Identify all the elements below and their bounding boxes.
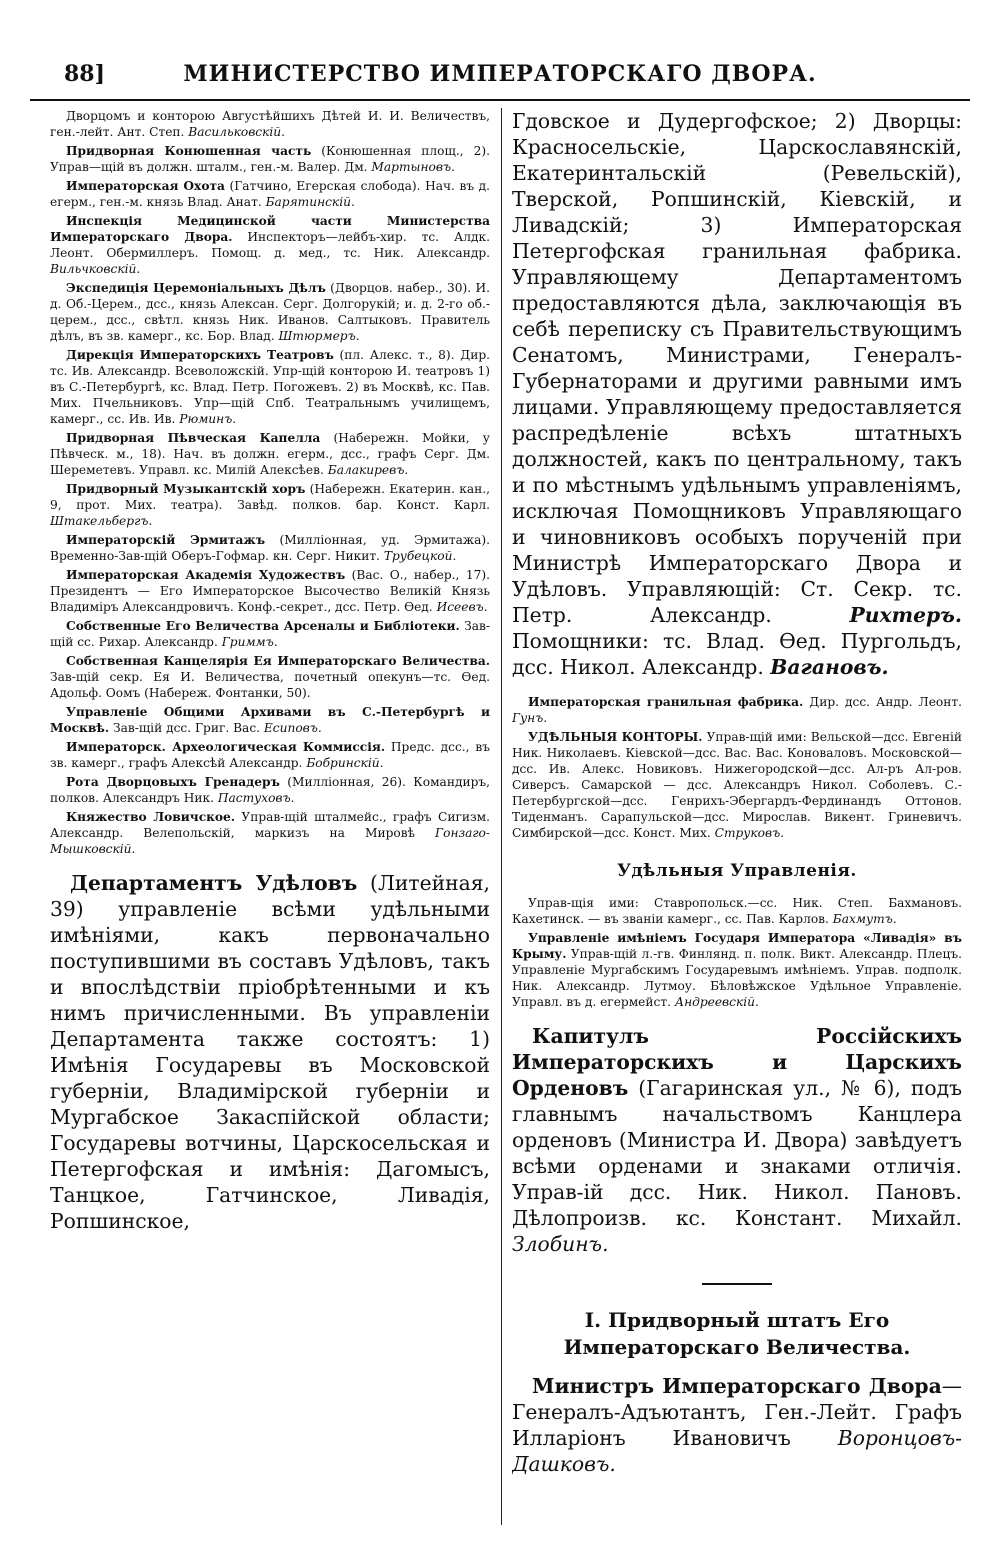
entry-heading: Управленіе имѣніемъ Государя Императора «Ливадія» въ Крыму.: [512, 931, 962, 961]
entry: [50, 430, 490, 478]
entry: [50, 739, 490, 771]
entry-text: Управ-щій шталмейс., графъ Сигизм. Александр. Велепольскій, маркизъ на Мировѣ: [50, 810, 490, 840]
entry-name: Трубецкой.: [383, 549, 457, 563]
entry: [50, 809, 490, 857]
entry-heading: Придворная Конюшенная часть: [66, 144, 312, 158]
department-continued: [512, 108, 962, 680]
entry-text: Инспекторъ—лейбъ-хир. тс. Алдк. Леонт. Обермиллеръ. Помощ. д. мед., тс. Ник. Александр.: [50, 230, 490, 260]
entry-heading: Придворная Пѣвческая Капелла: [66, 431, 321, 445]
entry-name: Гунъ.: [512, 711, 548, 725]
entry-text: Управ-щія ими: Ставропольск.—сс. Ник. Степ. Бахмановъ. Кахетинск. — въ званіи камерг., сс. Пав. Карлов.: [512, 896, 962, 926]
entry-text: Управ-щій ими: Вельской—дсс. Евгеній Ник. Николаевъ. Кіевской—дсс. Вас. Вас. Коноваловъ. Московской—дсс. Ив. Алекс. Новиковъ. Нижегородской—дсс. Ал-ръ Ал-ров. Сиверсъ. Самарской — дсс. Александръ Никол. Соболевъ. С.-Петербургской—дсс. Генрихъ-Эбергардъ-Фердинандъ Оттонов. Тиденманъ. Сарапульской—дсс. Мирослав. Викент. Гриневичъ. Симбирской—дсс. Конст. Мих.: [512, 730, 962, 840]
entry: [50, 618, 490, 650]
entry-name: Струковъ.: [714, 826, 785, 840]
entry-name: Штюрмеръ.: [278, 329, 360, 343]
right-entries: [512, 694, 962, 841]
entry-name: Есиповъ.: [263, 721, 322, 735]
entry-name: Бахмутъ.: [832, 912, 897, 926]
department-manager-name: Рихтеръ.: [849, 603, 962, 627]
right-column: [512, 108, 962, 1525]
entry-text: (Набережн. Екатерин. кан., 9, прот. Мих. театра). Завѣд. полков. бар. Конст. Карл.: [50, 482, 490, 512]
page-number: 88]: [64, 61, 106, 87]
entry-name: Вильчковскій.: [50, 262, 141, 276]
entry-heading: Придворный Музыкантскій хоръ: [66, 482, 306, 496]
department-assistant-name: Вагановъ.: [770, 655, 889, 679]
entry-name: Васильковскій.: [188, 125, 286, 139]
entry-heading: Императорск. Археологическая Коммиссія.: [66, 740, 386, 754]
entry-name: Исеевъ.: [436, 600, 488, 614]
entry: [50, 213, 490, 277]
entry-name: Пастуховъ.: [217, 791, 295, 805]
entry-name: Гриммъ.: [221, 635, 278, 649]
entry: [50, 280, 490, 344]
minister-heading: Министръ Императорскаго Двора: [532, 1374, 942, 1398]
entry-text: Зав-щій сс. Рихар. Александр.: [50, 619, 490, 649]
entry-text: (пл. Алекс. т., 8). Дир. тс. Ив. Александр. Всеволожскій. Упр-щій конторою И. театровъ 1) въ С.-Петербургѣ, кс. Влад. Петр. Погожевъ. 2) въ Москвѣ, кс. Пав. Мих. Пчельниковъ. Упр—щій Спб. Театральнымъ училищемъ, камерг., сс. Ив. Ив.: [50, 348, 490, 426]
entry-name: Мартыновъ.: [371, 160, 455, 174]
entry: [512, 895, 962, 927]
minister-name: Воронцовъ-Дашковъ.: [512, 1426, 962, 1476]
entry-text: Управ-щій л.-гв. Финлянд. п. полк. Викт. Александр. Плецъ. Управленіе Мургабскимъ Государевымъ имѣніемъ. Управ. подполк. Ник. Александр. Лутмоу. Бѣловѣжское Удѣльное Управленіе. Управл. въ д. егермейст.: [512, 947, 962, 1009]
page-title: МИНИСТЕРСТВО ИМПЕРАТОРСКАГО ДВОРА.: [183, 61, 817, 87]
entry: [512, 729, 962, 841]
entry-name: Балакиревъ.: [327, 463, 409, 477]
department-heading: Департаментъ Удѣловъ: [70, 871, 358, 895]
entry-heading: Императорская Академія Художествъ: [66, 568, 346, 582]
department-cont-text: Гдовское и Дудергофское; 2) Дворцы: Красносельскіе, Царскославянскій, Екатеринтальскій (Ревельскій), Тверской, Ропшинскій, Кіевскій, и Ливадскій; 3) Императорская Петергофская гранильная фабрика. Управляющему Департаментомъ предоставляются дѣла, заключающія въ себѣ переписку съ Правительствующимъ Сенатомъ, Министрами, Генералъ-Губернаторами и другими равными имъ лицами. Управляющему предоставляется распредѣленіе всѣхъ штатныхъ должностей, какъ по центральному, такъ и по мѣстнымъ удѣльнымъ управленіямъ, исключая Помощниковъ Управляющаго и чиновниковъ особыхъ порученій при Министрѣ Императорскаго Двора и Удѣловъ. Управляющій: Ст. Секр. тс. Петр. Александр.: [512, 109, 962, 627]
entry-text: Зав-щій дсс. Григ. Вас.: [109, 721, 264, 735]
department-paragraph: [50, 870, 490, 1234]
department-text: (Литейная, 39) управленіе всѣми удѣльными имѣніями, какъ первоначально поступившими въ составъ Удѣловъ, такъ и впослѣдствіи пріобрѣтенными и къ нимъ причисленными. Въ управленіи Департамента также состоятъ: 1) Имѣнія Государевы въ Московской губерніи, Владимірской губерніи и Мургабское Закаспійской области; Государевы вотчины, Царскосельская и Петергофская и имѣнія: Дагомысъ, Танцкое, Гатчинское, Ливадія, Ропшинское,: [50, 871, 490, 1233]
entry-text: (Милліонная, уд. Эрмитажа). Временно-Зав-щій Оберъ-Гофмар. кн. Серг. Никит.: [50, 533, 490, 563]
entry: [50, 347, 490, 427]
entry-heading: Экспедиція Церемоніальныхъ Дѣлъ: [66, 281, 326, 295]
entry-heading: Рота Дворцовыхъ Гренадеръ: [66, 775, 280, 789]
minister-text: —Генералъ-Адъютантъ, Ген.-Лейт. Графъ Илларіонъ Ивановичъ: [512, 1374, 962, 1450]
entry-text: Дир. дсс. Андр. Леонт.: [803, 695, 962, 709]
entry-heading: Собственная Канцелярія Ея Императорскаго Величества.: [66, 654, 490, 668]
kapitul-heading: Капитулъ Россійскихъ Императорскихъ и Царскихъ Орденовъ: [512, 1024, 962, 1100]
entry-heading: Инспекція Медицинской части Министерства Императорскаго Двора.: [50, 214, 490, 244]
section-rule: [702, 1283, 772, 1285]
column-divider: [501, 108, 502, 1525]
entry-name: Андреевскій.: [674, 995, 759, 1009]
kapitul-paragraph: [512, 1023, 962, 1257]
entry-text: (Набережн. Мойки, у Пѣвческ. м., 18). Нач. въ должн. егерм., дсс., графъ Серг. Дм. Шереметевъ. Управл. кс. Милій Алексѣев.: [50, 431, 490, 477]
entry: [512, 930, 962, 1010]
entry: [50, 567, 490, 615]
entry-text: (Гатчино, Егерская слобода). Нач. въ д. егерм., ген.-м. князь Влад. Анат.: [50, 179, 490, 209]
entry: [50, 653, 490, 701]
entry: [50, 774, 490, 806]
header-rule: [30, 99, 970, 101]
entry: [50, 178, 490, 210]
entry: [512, 694, 962, 726]
entry-heading: Императорская Охота: [66, 179, 225, 193]
entry-name: Бобринскій.: [306, 756, 384, 770]
entry-name: Барятинскій.: [265, 195, 355, 209]
entry-text: Предс. дсс., въ зв. камерг., графъ Алексѣй Александр.: [50, 740, 490, 770]
entry-text: (Вас. О., набер., 17). Президентъ — Его Императорское Высочество Великій Князь Владиміръ Александровичъ. Конф.-секрет., дсс. Петр. Ѳед.: [50, 568, 490, 614]
entry-heading: Собственные Его Величества Арсеналы и Библіотеки.: [66, 619, 460, 633]
entry-text: (Милліонная, 26). Командиръ, полков. Александръ Ник.: [50, 775, 490, 805]
right-entries-2: [512, 895, 962, 1010]
kapitul-text: (Гагаринская ул., № 6), подъ главнымъ начальствомъ Канцлера орденовъ (Министра И. Двора) завѣдуетъ всѣми орденами и знаками отличія. Управ-ій дсс. Ник. Никол. Пановъ. Дѣлопроизв. кс. Констант. Михайл.: [512, 1076, 962, 1230]
entry-name: Штакельбергъ.: [50, 514, 153, 528]
entry-text: Дворцомъ и конторою Августѣйшихъ Дѣтей И. И. Величествъ, ген.-лейт. Ант. Степ.: [50, 109, 490, 139]
subheading: Удѣльныя Управленія.: [617, 861, 857, 881]
entry: [50, 481, 490, 529]
entry-heading: УДѢЛЬНЫЯ КОНТОРЫ.: [528, 730, 703, 744]
entry-heading: Императорская гранильная фабрика.: [528, 695, 804, 709]
entry: [50, 143, 490, 175]
entry-name: Рюминъ.: [179, 412, 237, 426]
page-header: [30, 55, 970, 95]
entry: [50, 704, 490, 736]
entry-heading: Управленіе Общими Архивами въ С.-Петербургѣ и Москвѣ.: [50, 705, 490, 735]
entry-text: (Конюшенная площ., 2). Управ—щій въ должн. шталм., ген.-м. Валер. Дм.: [50, 144, 490, 174]
section-heading: I. Придворный штатъ Его Императорскаго Величества.: [563, 1308, 911, 1359]
entry-heading: Княжество Ловичское.: [66, 810, 236, 824]
entry: [50, 532, 490, 564]
minister-paragraph: [512, 1373, 962, 1477]
entry-heading: Дирекція Императорскихъ Театровъ: [66, 348, 334, 362]
entry: [50, 108, 490, 140]
left-column: [50, 108, 490, 1525]
entry-text: (Дворцов. набер., 30). И. д. Об.-Церем., дсс., князь Алексан. Серг. Долгорукій; и. д. 2-го об.-церем., дсс., свѣтл. князь Ник. Иванов. Салтыковъ. Правитель дѣлъ, въ зв. камерг., кс. Бор. Влад.: [50, 281, 490, 343]
entry-heading: Императорскій Эрмитажъ: [66, 533, 266, 547]
kapitul-name: Злобинъ.: [512, 1232, 609, 1256]
department-cont-text-2: Помощники: тс. Влад. Ѳед. Пургольдъ, дсс. Никол. Александр.: [512, 629, 962, 679]
left-entries: [50, 108, 490, 857]
entry-name: Гонзаго-Мышковскій.: [50, 826, 490, 856]
entry-text: Зав-щій секр. Ея И. Величества, почетный опекунъ—тс. Ѳед. Адольф. Оомъ (Набереж. Фонтанки, 50).: [50, 670, 490, 700]
